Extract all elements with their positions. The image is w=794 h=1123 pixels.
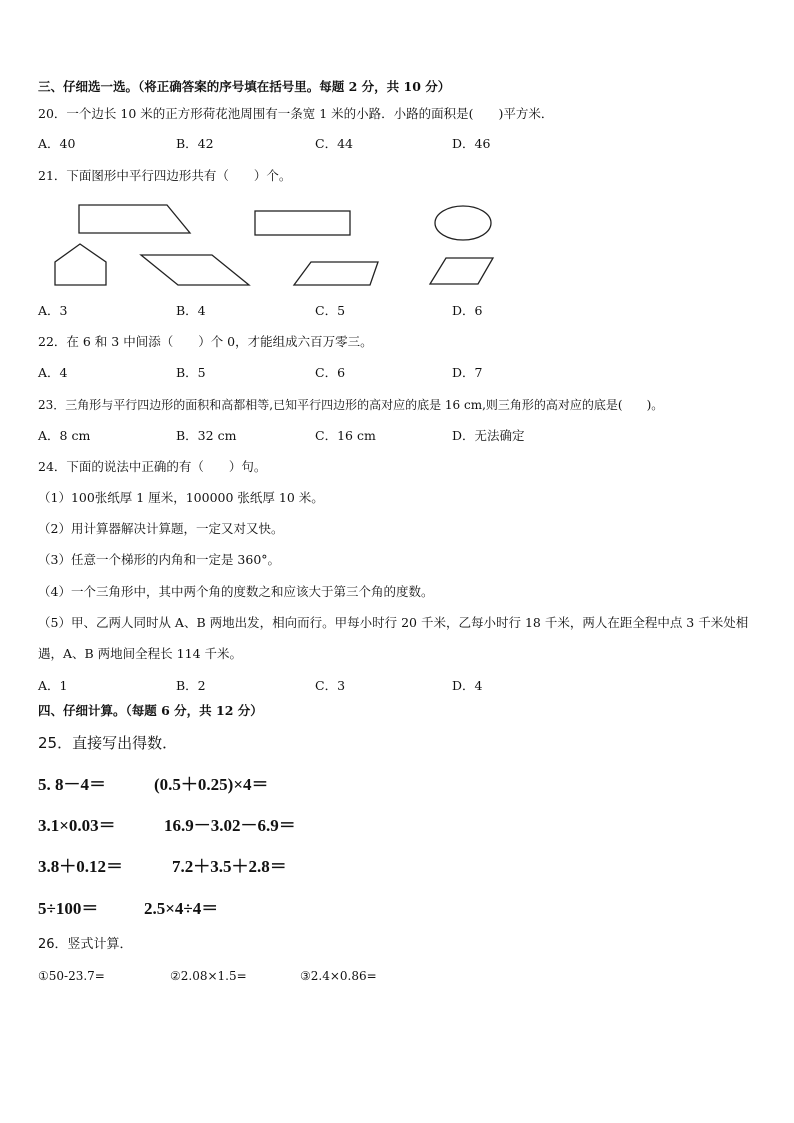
question-26-title: 26．竖式计算． [38,937,133,952]
q23-option-c: C．16 cm [315,428,376,443]
question-23-stem: 23．三角形与平行四边形的面积和高都相等,已知平行四边形的高对应的底是 16 cm,则三角形的高对应的底是( )。 [38,398,664,412]
figure-parallelogram-bottom-4 [430,258,493,284]
q20-option-b: B．42 [176,136,214,151]
q24-option-a: A．1 [38,678,68,693]
q22-option-d: D．7 [452,365,483,380]
q25-expr-4b: 2.5×4÷4＝ [144,899,219,918]
q25-expr-1b: (0.5＋0.25)×4＝ [154,775,269,794]
figure-parallelogram-bottom-2 [141,255,249,285]
q24-statement-2: （2）用计算器解决计算题，一定又对又快。 [38,521,284,536]
q24-statement-1: （1）100张纸厚 1 厘米，100000 张纸厚 10 米。 [38,490,324,505]
question-22-stem: 22．在 6 和 3 中间添（ ）个 0，才能组成六百万零三。 [38,334,373,349]
question-21-stem: 21．下面图形中平行四边形共有（ ）个。 [38,168,292,183]
q25-expr-2b: 16.9－3.02－6.9＝ [164,816,296,835]
q22-option-a: A．4 [38,365,68,380]
question-24-stem: 24．下面的说法中正确的有（ ）句。 [38,459,267,474]
q21-option-c: C．5 [315,303,346,318]
q22-option-b: B．5 [176,365,206,380]
figure-ellipse-top-right [435,206,491,240]
q24-option-b: B．2 [176,678,206,693]
q23-option-a: A．8 cm [38,428,91,443]
q24-statement-3: （3）任意一个梯形的内角和一定是 360°。 [38,552,281,567]
q25-expr-1a: 5. 8－4＝ [38,775,106,794]
q20-option-d: D．46 [452,136,491,151]
q24-option-d: D．4 [452,678,483,693]
q23-option-b: B．32 cm [176,428,237,443]
q21-option-a: A．3 [38,303,68,318]
figure-pentagon-bottom-left [55,244,106,285]
q20-option-a: A．40 [38,136,76,151]
q26-item-1: ①50-23.7= [38,969,105,983]
q21-figures [0,0,794,300]
q24-statement-4: （4）一个三角形中，其中两个角的度数之和应该大于第三个角的度数。 [38,584,434,599]
q24-statement-5: （5）甲、乙两人同时从 A、B 两地出发，相向而行。甲每小时行 20 千米，乙每小时行 18 千米，两人在距全程中点 3 千米处相遇，A、B 两地间全程长 114 千米。 [38,615,749,661]
question-20-stem: 20．一个边长 10 米的正方形荷花池周围有一条宽 1 米的小路．小路的面积是( )平方米． [38,106,554,121]
q25-expr-4a: 5÷100＝ [38,899,99,918]
q26-item-3: ③2.4×0.86= [300,969,377,983]
section-4-header: 四、仔细计算。（每题 6 分，共 12 分） [38,703,263,718]
section-3-header: 三、仔细选一选。（将正确答案的序号填在括号里。每题 2 分，共 10 分） [38,79,451,94]
q23-option-d: D．无法确定 [452,428,525,443]
q20-option-c: C．44 [315,136,353,151]
figure-parallelogram-top-left [79,205,190,233]
q26-item-2: ②2.08×1.5= [170,969,247,983]
q25-expr-3b: 7.2＋3.5＋2.8＝ [172,857,287,876]
figure-rectangle-top-middle [255,211,350,235]
q25-expr-2a: 3.1×0.03＝ [38,816,116,835]
q25-expr-3a: 3.8＋0.12＝ [38,857,123,876]
q21-option-d: D．6 [452,303,483,318]
figure-parallelogram-bottom-3 [294,262,378,285]
q22-option-c: C．6 [315,365,346,380]
question-25-title: 25．直接写出得数． [38,734,178,752]
q24-option-c: C．3 [315,678,346,693]
q21-option-b: B．4 [176,303,206,318]
